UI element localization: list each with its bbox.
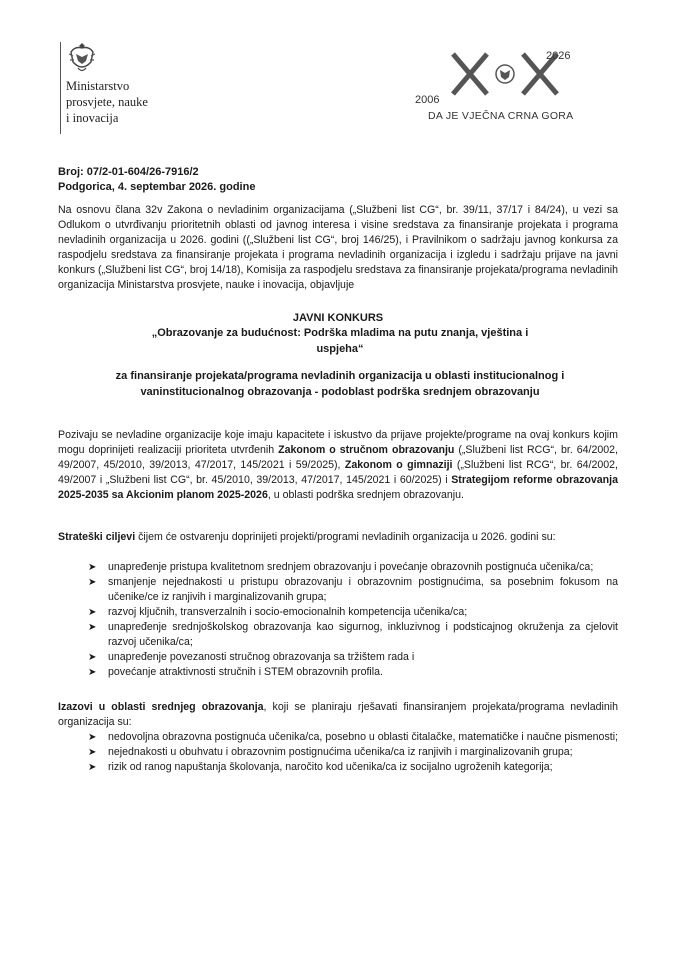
ministry-line-3: i inovacija xyxy=(66,111,119,125)
title-program-name: „Obrazovanje za budućnost: Podrška mladima na putu znanja, vještina i uspjeha“ xyxy=(151,327,529,355)
header-divider-line xyxy=(60,42,61,134)
goal-item: ➤ unapređenje povezanosti stručnog obrazovanja sa tržištem rada i xyxy=(88,651,415,663)
anniversary-logo-icon xyxy=(415,46,605,136)
arrow-bullet-icon: ➤ xyxy=(88,732,97,743)
invitation-text-3: („Službeni list RCG“, br. 64/2002, 49/2007 i „Službeni list CG“, br. 45/2010, 39/2013, 47/2017, 145/2021 i 60/2025) i xyxy=(58,459,618,486)
arrow-bullet-icon: ➤ xyxy=(88,562,97,573)
invitation-text-4: , u oblasti podrška srednjem obrazovanju. xyxy=(267,489,464,501)
montenegro-coat-of-arms-icon xyxy=(66,40,98,78)
challenge-item: ➤ nedovoljna obrazovna postignuća učenika/ca, posebno u oblasti čitalačke, matematičke i naučne pismenosti; xyxy=(88,731,618,743)
challenges-list xyxy=(82,730,618,775)
logo-year-right: 2026 xyxy=(546,50,571,62)
logo-year-left: 2006 xyxy=(415,94,440,106)
challenge-item: ➤ nejednakosti u obuhvatu i obrazovnim postignućima učenika/ca iz ranjivih i marginalizovanih grupa; xyxy=(88,746,573,758)
arrow-bullet-icon: ➤ xyxy=(88,747,97,758)
goal-item: ➤ razvoj ključnih, transverzalnih i socio-emocionalnih kompetencija učenika/ca; xyxy=(88,606,468,618)
title-javni-konkurs: JAVNI KONKURS xyxy=(292,312,384,324)
goals-intro xyxy=(58,530,618,545)
ministry-name xyxy=(66,78,148,126)
goal-item: ➤ unapređenje srednjoškolskog obrazovanja kao sigurnog, inkluzivnog i podsticajnog okruženja za cjelovit razvoj učenika/ca; xyxy=(88,621,618,648)
arrow-bullet-icon: ➤ xyxy=(88,577,97,588)
invitation-text-1: Pozivaju se nevladine organizacije koje imaju kapacitete i iskustvo da prijave projekte/programe na ovaj konkurs kojim mogu doprinijeti realizaciji prioriteta utvrđenih xyxy=(58,429,618,456)
law-vocational-education: Zakonom o stručnom obrazovanju xyxy=(278,444,455,456)
arrow-bullet-icon: ➤ xyxy=(88,607,97,618)
challenges-heading: Izazovi u oblasti srednjeg obrazovanja xyxy=(58,701,264,713)
challenges-intro-text: , koji se planiraju rješavati finansiranjem projekata/programa nevladinih organizacija su: xyxy=(58,701,618,728)
goals-list xyxy=(82,560,618,680)
education-reform-strategy: Strategijom reforme obrazovanja 2025-2035 sa Akcionim planom 2025-2026 xyxy=(58,474,618,501)
intro-paragraph: Na osnovu člana 32v Zakona o nevladinim organizacijama („Službeni list CG“, br. 39/11, 37/17 i 84/24), u vezi sa Odlukom o utvrđivanju prioritetnih oblasti od javnog interesa i visine sredstava za finansiranje projekata i programa nevladinih organizacija u 2026. godini ((„Službeni list CG“, broj 146/25), i Pravilnikom o sadržaju javnog konkursa za raspodjelu sredstava za finansiranje projekata i programa nevladinih organizacija i izgledu i sadržaju prijave na javni konkurs („Službeni list CG“, broj 14/18), Komisija za raspodjelu sredstava za finansiranje projekata/programa nevladinih organizacija Ministarstva prosvjete, nauke i inovacija, objavljuje xyxy=(58,204,618,291)
goal-item: ➤ povećanje atraktivnosti stručnih i STEM obrazovnih profila. xyxy=(88,666,383,678)
goal-item: ➤ smanjenje nejednakosti u pristupu obrazovanju i obrazovnim postignućima, sa posebnim fokusom na učenike/ce iz ranjivih i marginalizovanih grupa; xyxy=(88,576,618,603)
invitation-text-2: („Službeni list RCG“, br. 64/2002, 49/2007, 45/2010, 39/2013, 47/2017, 145/2021 i 59/2025), xyxy=(58,444,618,471)
challenge-item: ➤ rizik od ranog napuštanja školovanja, naročito kod učenika/ca iz socijalno ugroženih kategorija; xyxy=(88,761,553,773)
goal-item: ➤ unapređenje pristupa kvalitetnom srednjem obrazovanju i povećanje obrazovnih postignuća učenika/ca; xyxy=(88,561,594,573)
arrow-bullet-icon: ➤ xyxy=(88,762,97,773)
ministry-line-2: prosvjete, nauke xyxy=(66,95,148,109)
arrow-bullet-icon: ➤ xyxy=(88,622,97,633)
goals-heading: Strateški ciljevi xyxy=(58,531,136,543)
arrow-bullet-icon: ➤ xyxy=(88,652,97,663)
law-gymnasium: Zakonom o gimnaziji xyxy=(344,459,453,471)
document-number: Broj: 07/2-01-604/26-7916/2 xyxy=(58,166,199,178)
arrow-bullet-icon: ➤ xyxy=(88,667,97,678)
challenges-intro xyxy=(58,700,618,730)
logo-slogan: DA JE VJEČNA CRNA GORA xyxy=(428,110,574,122)
goals-intro-text: čijem će ostvarenju doprinijeti projekti/programi nevladinih organizacija u 2026. godini su: xyxy=(135,531,556,543)
ministry-line-1: Ministarstvo xyxy=(66,79,130,93)
invitation-paragraph xyxy=(58,428,618,503)
title-purpose: za finansiranje projekata/programa nevladinih organizacija u oblasti institucionalnog i vaninstitucionalnog obrazovanja - podoblast podrška srednjem obrazovanju xyxy=(115,370,565,398)
document-place-date: Podgorica, 4. septembar 2026. godine xyxy=(58,181,256,193)
